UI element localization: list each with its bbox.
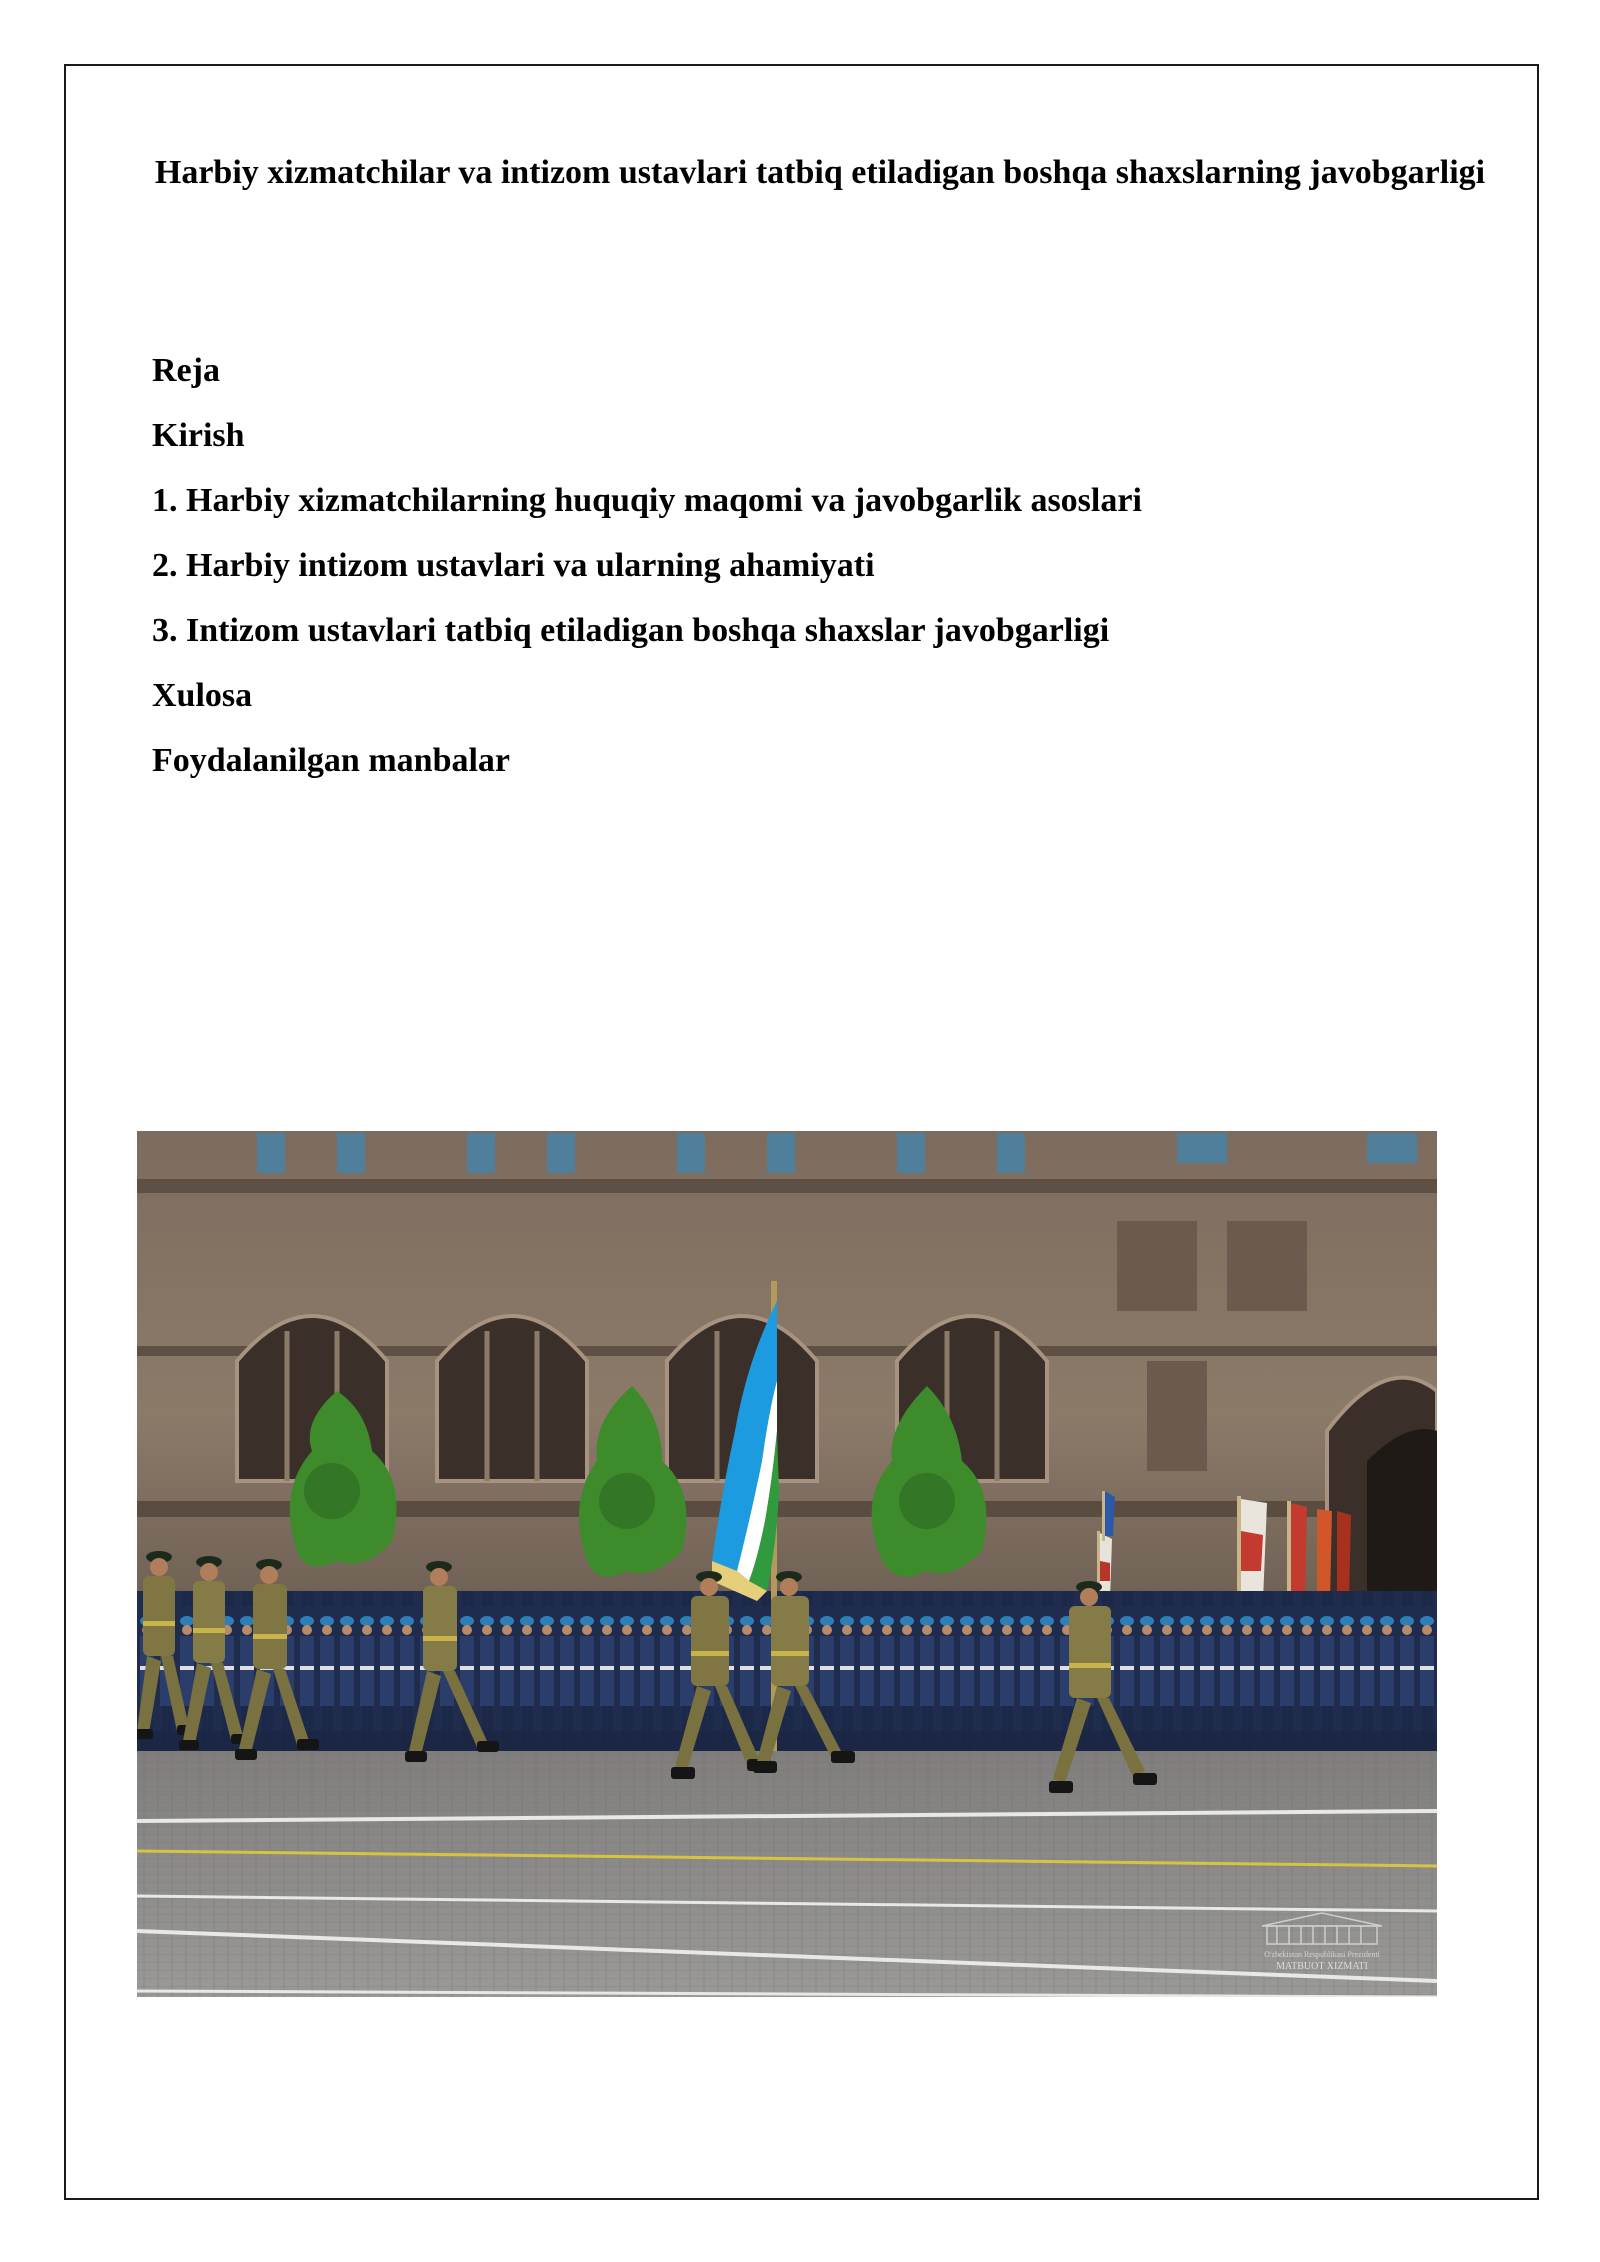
watermark-line-2: MATBUOT XIZMATI	[1276, 1961, 1368, 1972]
plan-item-3: 3. Intizom ustavlari tatbiq etiladigan boshqa shaxslar javobgarligi	[152, 612, 1110, 649]
plan-item-1: 1. Harbiy xizmatchilarning huquqiy maqomi va javobgarlik asoslari	[152, 482, 1142, 519]
plan-list	[152, 338, 1452, 793]
document-title: Harbiy xizmatchilar va intizom ustavlari tatbiq etiladigan boshqa shaxslarning javobgarligi	[154, 154, 1486, 191]
watermark-line-1: O'zbekiston Respublikasi Prezidenti	[1264, 1950, 1380, 1959]
plan-item-sources: Foydalanilgan manbalar	[152, 742, 511, 779]
plan-heading: Reja	[152, 352, 220, 389]
parade-photo	[137, 1131, 1437, 1997]
plan-item-2: 2. Harbiy intizom ustavlari va ularning ahamiyati	[152, 547, 875, 584]
plan-item-conclusion: Xulosa	[152, 677, 253, 714]
plan-item-introduction: Kirish	[152, 417, 245, 454]
